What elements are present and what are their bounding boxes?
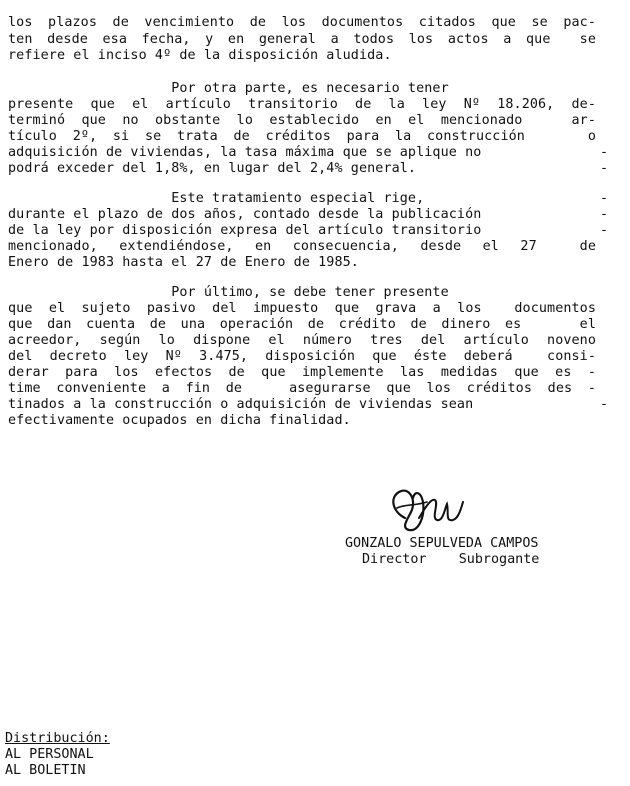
signatory-name: GONZALO SEPULVEDA CAMPOS: [345, 536, 539, 551]
paragraph-line: tículo 2º, si se trata de créditos para la construcción o: [8, 129, 596, 144]
line-dash: -: [600, 207, 609, 222]
paragraph-line: acreedor, según lo dispone el número tres del artículo noveno: [8, 333, 596, 348]
paragraph-line: adquisición de viviendas, la tasa máxima que se aplique no: [8, 145, 482, 160]
paragraph-line: podrá exceder del 1,8%, en lugar del 2,4% general.: [8, 161, 417, 176]
signatory-title: Director Subrogante: [362, 552, 540, 567]
line-dash: -: [600, 223, 609, 238]
paragraph-line: del decreto ley Nº 3.475, disposición que éste deberá consi-: [8, 349, 596, 364]
paragraph-line: refiere el inciso 4º de la disposición aludida.: [8, 48, 392, 63]
paragraph-line: que el sujeto pasivo del impuesto que grava a los documentos: [8, 301, 596, 316]
paragraph-line: Por último, se debe tener presente: [8, 285, 449, 300]
paragraph-line: efectivamente ocupados en dicha finalidad.: [8, 413, 351, 428]
distribution-item: AL PERSONAL: [5, 747, 94, 762]
paragraph-line: tinados a la construcción o adquisición de viviendas sean: [8, 397, 474, 412]
handwritten-signature: [375, 478, 470, 540]
paragraph-line: Enero de 1983 hasta el 27 de Enero de 1985.: [8, 255, 359, 270]
paragraph-line: los plazos de vencimiento de los documentos citados que se pac-: [8, 15, 596, 30]
distribution-heading: Distribución:: [5, 731, 110, 746]
paragraph-line: mencionado, extendiéndose, en consecuencia, desde el 27 de: [8, 239, 596, 254]
paragraph-line: durante el plazo de dos años, contado desde la publicación: [8, 207, 482, 222]
line-dash: -: [600, 397, 609, 412]
paragraph-line: terminó que no obstante lo establecido en el mencionado ar-: [8, 113, 596, 128]
paragraph-line: ten desde esa fecha, y en general a todos los actos a que se: [8, 32, 596, 47]
paragraph-line: de la ley por disposición expresa del artículo transitorio: [8, 223, 482, 238]
line-dash: -: [600, 145, 609, 160]
paragraph-line: que dan cuenta de una operación de crédito de dinero es el: [8, 317, 596, 332]
paragraph-line: presente que el artículo transitorio de la ley Nº 18.206, de-: [8, 97, 596, 112]
line-dash: -: [600, 191, 609, 206]
paragraph-line: derar para los efectos de que implemente las medidas que es -: [8, 365, 596, 380]
paragraph-line: Este tratamiento especial rige,: [8, 191, 425, 206]
paragraph-line: time conveniente a fin de asegurarse que los créditos des -: [8, 381, 596, 396]
line-dash: -: [600, 161, 609, 176]
paragraph-line: Por otra parte, es necesario tener: [8, 81, 449, 96]
distribution-item: AL BOLETIN: [5, 763, 86, 778]
